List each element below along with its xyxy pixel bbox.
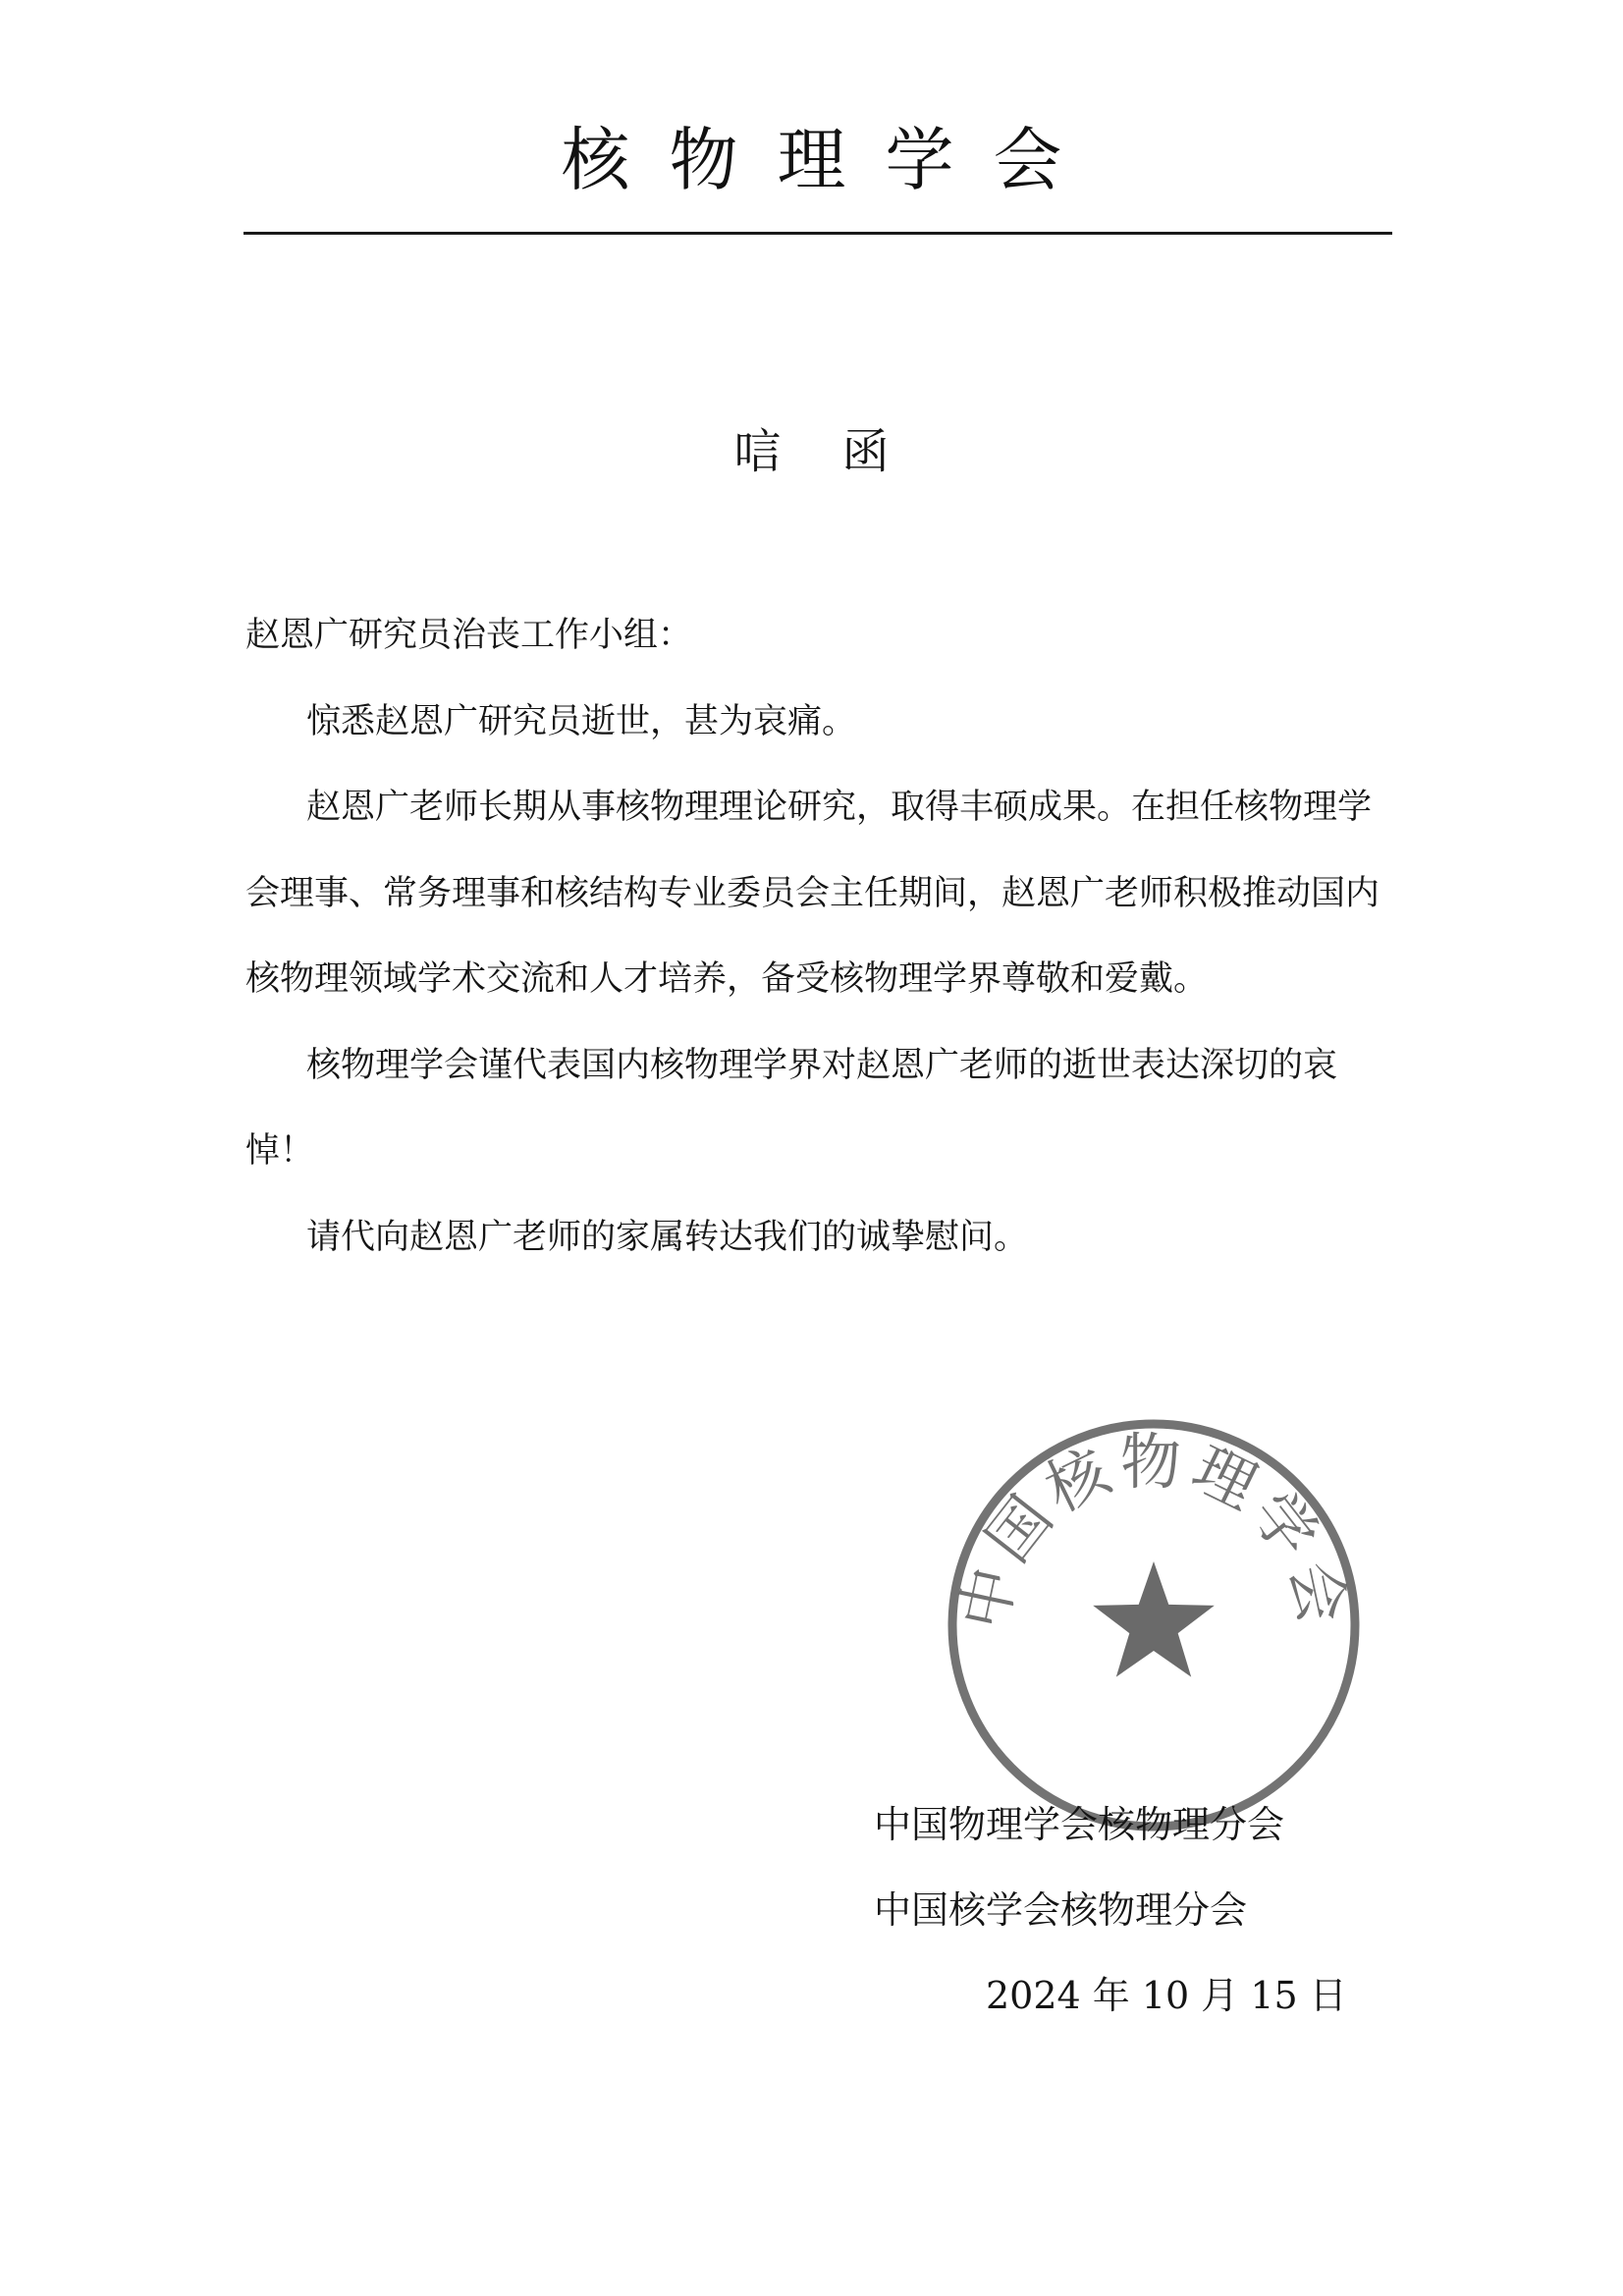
paragraph-3: 核物理学会谨代表国内核物理学界对赵恩广老师的逝世表达深切的哀悼！	[245, 1045, 1338, 1171]
paragraph-1: 惊悉赵恩广研究员逝世，甚为哀痛。	[306, 701, 857, 741]
signatory-org-1: 中国物理学会核物理分会	[874, 1803, 1285, 1846]
seal-star-icon	[1093, 1561, 1215, 1677]
letter-body	[245, 593, 1394, 1281]
salutation: 赵恩广研究员治丧工作小组：	[245, 616, 693, 655]
letterhead-divider	[243, 232, 1392, 235]
official-seal	[938, 1409, 1370, 1841]
letterhead-title: 核物理学会	[561, 120, 1102, 200]
paragraph-2: 赵恩广老师长期从事核物理理论研究，取得丰硕成果。在担任核物理学会理事、常务理事和核结构专业委员会主任期间，赵恩广老师积极推动国内核物理领域学术交流和人才培养，备受核物理学界尊敬和爱戴。	[245, 788, 1380, 999]
signature-block	[874, 1782, 1394, 2039]
paragraph-4: 请代向赵恩广老师的家属转达我们的诚挚慰问。	[306, 1217, 1029, 1257]
signatory-org-2: 中国核学会核物理分会	[874, 1888, 1248, 1932]
document-title: 唁函	[733, 424, 950, 479]
seal-text: 中国核物理学会	[947, 1426, 1361, 1636]
signature-date: 2024 年 10 月 15 日	[986, 1974, 1347, 2017]
